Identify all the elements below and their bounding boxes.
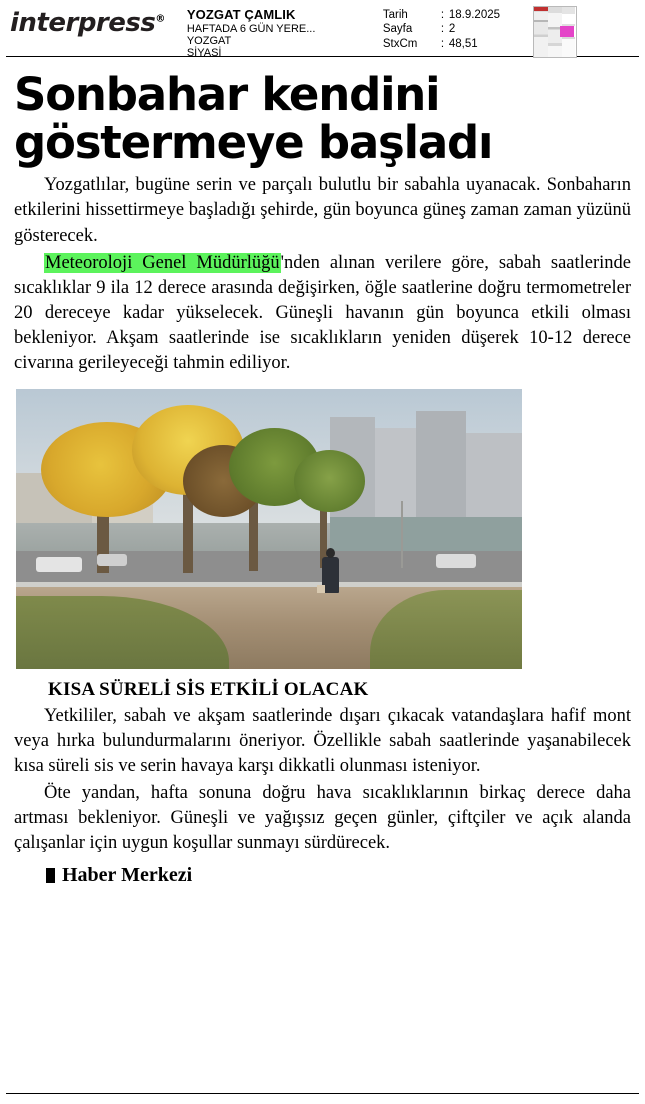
byline-text: Haber Merkezi	[62, 864, 193, 887]
metadata-label-page: Sayfa	[382, 23, 413, 36]
publication-info	[187, 6, 357, 59]
photo-car	[436, 554, 476, 568]
thumbnail-masthead-block	[534, 7, 548, 11]
publication-frequency: HAFTADA 6 GÜN YERE...	[186, 22, 316, 35]
page-title	[14, 68, 631, 170]
photo-car	[97, 554, 127, 567]
metadata-row-page	[383, 22, 533, 36]
metadata-value-stxcm: 48,51	[448, 37, 478, 50]
headline-line-2: göstermeye başladı	[14, 116, 493, 170]
photo-building	[466, 433, 522, 528]
metadata-row-date	[383, 8, 533, 22]
metadata-colon: :	[440, 9, 445, 21]
photo-pole	[401, 501, 404, 568]
clipping-header	[0, 0, 645, 60]
paragraph-intro: Yozgatlılar, bugüne serin ve parçalı bulutlu bir sabahla uyanacak. Sonbaharın etkilerini hissettirmeye başladığı şehirde, gün boyunca güneş zaman zaman yüzünü gösterecek.	[14, 175, 631, 246]
page-thumbnail-image	[533, 6, 577, 58]
thumbnail-column-left	[534, 7, 548, 57]
photo-building	[375, 428, 415, 529]
headline-line-1: Sonbahar kendini	[14, 68, 440, 121]
publication-name: YOZGAT ÇAMLIK	[186, 7, 296, 22]
metadata-value-page: 2	[448, 23, 456, 36]
clipping-metadata	[383, 6, 533, 51]
metadata-label-stxcm: StxCm	[382, 37, 418, 50]
photo-pedestrian-bag	[317, 585, 325, 594]
metadata-value-date: 18.9.2025	[448, 9, 501, 21]
metadata-colon: :	[440, 37, 445, 50]
interpress-logo	[10, 6, 165, 36]
thumbnail-highlight-block	[560, 26, 574, 37]
paragraph-highlighted	[14, 251, 631, 377]
footer-divider	[6, 1093, 639, 1094]
article-body	[0, 57, 645, 887]
photo-car	[36, 557, 82, 572]
registered-trademark-icon: ®	[155, 13, 165, 25]
photo-tree-foliage	[294, 450, 365, 512]
metadata-label-date: Tarih	[382, 9, 408, 21]
logo-text-press: press	[77, 8, 156, 38]
article-subheading: KISA SÜRELİ SİS ETKİLİ OLACAK	[48, 678, 369, 700]
metadata-row-stxcm	[383, 37, 533, 51]
paragraph-highlighted-rest: 'nden alınan verilere göre, sabah saatlerinde sıcaklıklar 9 ila 12 derece arasında değişirken, öğle saatlerine doğru termometreler 20 dereceye kadar yükselecek. Güneşli havanın gün boyunca etkili olması bekleniyor. Akşam saatlerinde ise sıcaklıkların yeniden düşerek 10-12 derece civarına gerileyeceği tahmin ediliyor.	[14, 252, 631, 374]
byline	[46, 864, 631, 887]
byline-marker-icon	[46, 868, 55, 883]
photo-building	[416, 411, 467, 529]
metadata-colon: :	[440, 23, 445, 36]
publication-city: YOZGAT	[186, 34, 232, 47]
publication-type: SİYASİ	[186, 47, 222, 60]
photo-pedestrian	[322, 557, 339, 593]
paragraph-forecast: Öte yandan, hafta sonuna doğru hava sıcaklıklarının birkaç derece daha artması bekleniyor. Güneşli ve yağışsız geçen günler, çiftçiler ve açık alanda çalışanlar için uygun koşullar sunmayı sürdürecek.	[14, 783, 631, 854]
article-photo	[16, 389, 522, 669]
highlighted-term: Meteoroloji Genel Müdürlüğü	[45, 252, 280, 273]
logo-text-inter: inter	[10, 8, 78, 38]
paragraph-advice: Yetkililer, sabah ve akşam saatlerinde dışarı çıkacak vatandaşlara hafif mont veya hırka bulundurmalarını öneriyor. Özellikle sabah saatlerinde yaşanabilecek kısa süreli sis ve serin havaya karşı dikkatli olunması isteniyor.	[14, 705, 631, 776]
